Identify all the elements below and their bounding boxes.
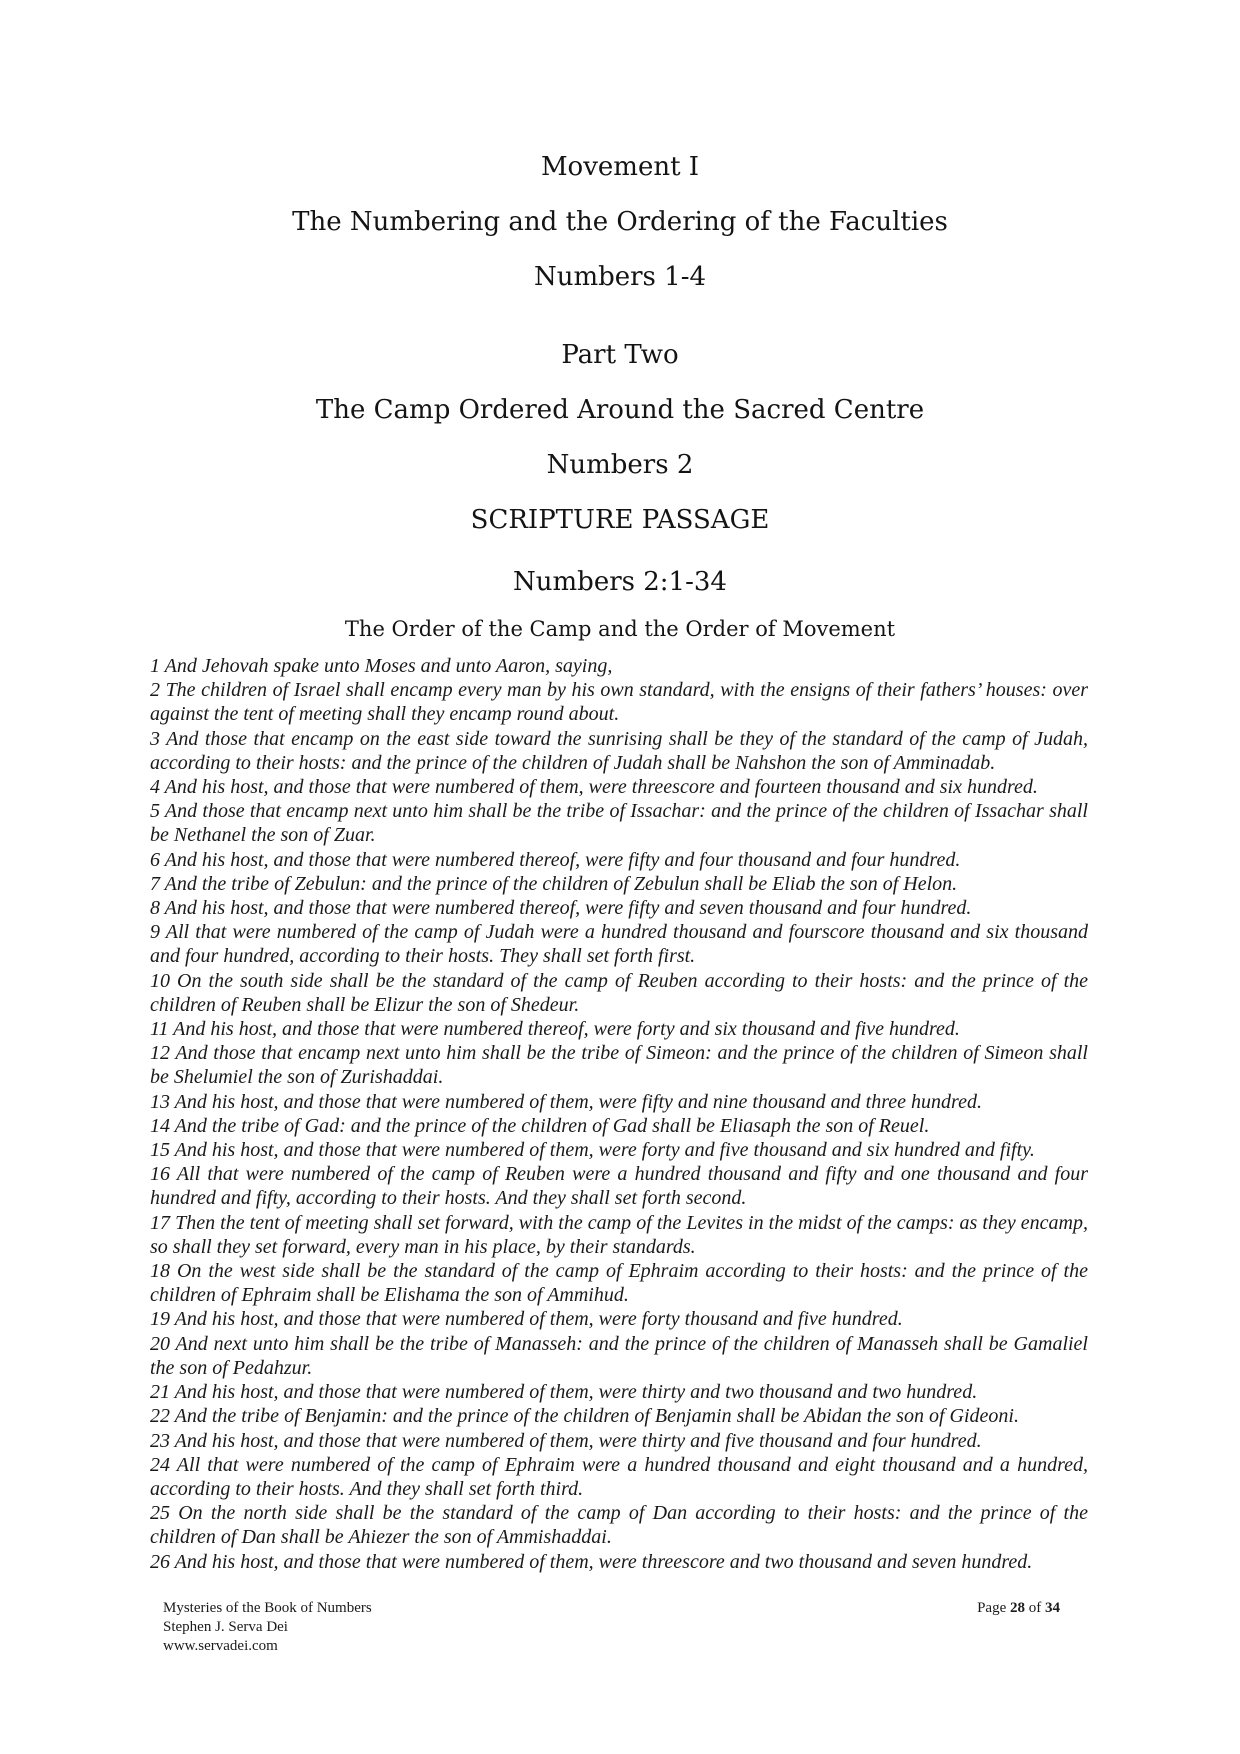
verse: 24 All that were numbered of the camp of Ephraim were a hundred thousand and eight thousand and a hundred, according to their hosts. And they shall set forth third.	[150, 1453, 1088, 1500]
verse: 9 All that were numbered of the camp of Judah were a hundred thousand and fourscore thousand and six thousand and four hundred, according to their hosts. They shall set forth first.	[150, 921, 1088, 968]
part-reference: Numbers 2	[546, 450, 694, 480]
movement-heading: Movement I	[540, 152, 700, 182]
verse: 10 On the south side shall be the standard of the camp of Reuben according to their hosts: and the prince of the children of Reuben shall be Elizur the son of Shedeur.	[150, 969, 1088, 1016]
verse: 21 And his host, and those that were numbered of them, were thirty and two thousand and two hundred.	[150, 1381, 978, 1404]
verse: 2 The children of Israel shall encamp every man by his own standard, with the ensigns of their fathers’ houses: over against the tent of meeting shall they encamp round about.	[150, 679, 1088, 726]
verse: 17 Then the tent of meeting shall set forward, with the camp of the Levites in the midst of the camps: as they encamp, so shall they set forward, every man in his place, by their standards.	[150, 1211, 1088, 1258]
passage-reference: Numbers 2:1-34	[513, 567, 727, 597]
section-heading: SCRIPTURE PASSAGE	[470, 505, 770, 535]
verse: 12 And those that encamp next unto him shall be the tribe of Simeon: and the prince of the children of Simeon shall be Shelumiel the son of Zurishaddai.	[150, 1042, 1088, 1089]
verse: 23 And his host, and those that were numbered of them, were thirty and five thousand and four hundred.	[150, 1429, 982, 1452]
of-label: of	[1028, 1600, 1042, 1616]
footer-website: www.servadei.com	[163, 1638, 278, 1654]
page-number: 28	[1010, 1600, 1025, 1616]
scripture-passage	[150, 654, 1088, 1574]
movement-title: The Numbering and the Ordering of the Faculties	[292, 207, 948, 237]
verse: 15 And his host, and those that were numbered of them, were forty and five thousand and six hundred and fifty.	[150, 1139, 1035, 1162]
part-title: The Camp Ordered Around the Sacred Centre	[315, 395, 925, 425]
footer-author: Stephen J. Serva Dei	[163, 1619, 288, 1635]
part-heading: Part Two	[561, 340, 679, 370]
verse: 26 And his host, and those that were numbered of them, were threescore and two thousand and seven hundred.	[150, 1550, 1033, 1573]
verse: 20 And next unto him shall be the tribe of Manasseh: and the prince of the children of Manasseh shall be Gamaliel the son of Pedahzur.	[150, 1332, 1088, 1379]
verse: 13 And his host, and those that were numbered of them, were fifty and nine thousand and three hundred.	[150, 1090, 982, 1113]
verse: 8 And his host, and those that were numbered thereof, were fifty and seven thousand and four hundred.	[150, 897, 972, 920]
footer-credits	[163, 1599, 372, 1656]
verse: 6 And his host, and those that were numbered thereof, were fifty and four thousand and four hundred.	[150, 848, 961, 871]
verse: 5 And those that encamp next unto him shall be the tribe of Issachar: and the prince of the children of Issachar shall be Nethanel the son of Zuar.	[150, 800, 1088, 847]
verse: 18 On the west side shall be the standard of the camp of Ephraim according to their hosts: and the prince of the children of Ephraim shall be Elishama the son of Ammihud.	[150, 1260, 1088, 1307]
page-total: 34	[1045, 1600, 1060, 1616]
verse: 22 And the tribe of Benjamin: and the prince of the children of Benjamin shall be Abidan the son of Gideoni.	[150, 1405, 1019, 1428]
verse: 16 All that were numbered of the camp of Reuben were a hundred thousand and fifty and one thousand and four hundred and fifty, according to their hosts. And they shall set forth second.	[150, 1163, 1088, 1210]
page-indicator	[977, 1599, 1060, 1618]
verse: 7 And the tribe of Zebulun: and the prince of the children of Zebulun shall be Eliab the son of Helon.	[150, 872, 958, 895]
movement-reference: Numbers 1-4	[533, 262, 707, 292]
page-label: Page	[977, 1600, 1007, 1616]
verse: 14 And the tribe of Gad: and the prince of the children of Gad shall be Eliasaph the son of Reuel.	[150, 1114, 930, 1137]
passage-title: The Order of the Camp and the Order of Movement	[344, 617, 896, 641]
verse: 1 And Jehovah spake unto Moses and unto Aaron, saying,	[150, 655, 613, 677]
verse: 19 And his host, and those that were numbered of them, were forty thousand and five hundred.	[150, 1308, 903, 1331]
footer-book-title: Mysteries of the Book of Numbers	[163, 1600, 372, 1616]
verse: 3 And those that encamp on the east side toward the sunrising shall be they of the standard of the camp of Judah, according to their hosts: and the prince of the children of Judah shall be Nahshon the son of Amminadab.	[150, 727, 1088, 774]
verse: 4 And his host, and those that were numbered of them, were threescore and fourteen thousand and six hundred.	[150, 776, 1038, 799]
verse: 25 On the north side shall be the standard of the camp of Dan according to their hosts: and the prince of the children of Dan shall be Ahiezer the son of Ammishaddai.	[150, 1502, 1088, 1549]
verse: 11 And his host, and those that were numbered thereof, were forty and six thousand and five hundred.	[150, 1018, 960, 1041]
